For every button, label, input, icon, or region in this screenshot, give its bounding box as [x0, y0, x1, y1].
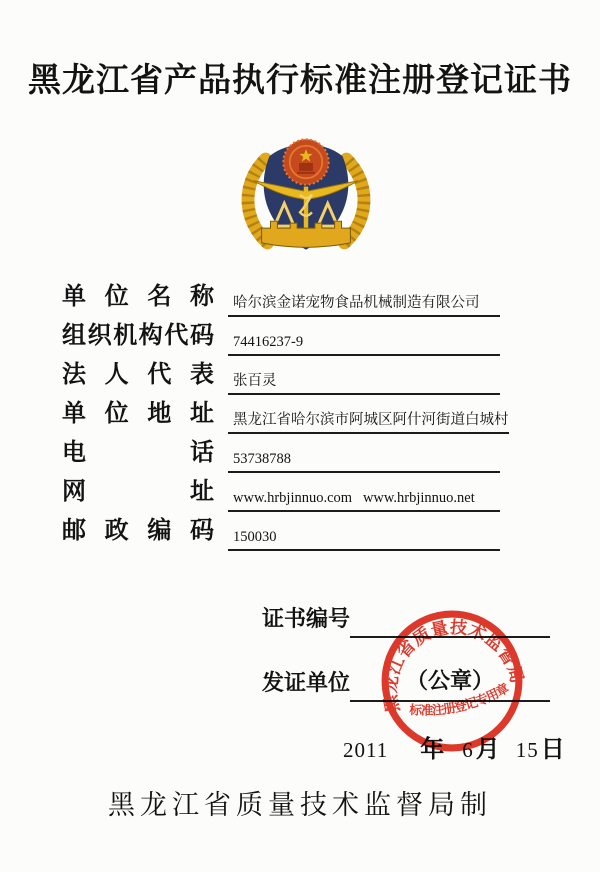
field-row-phone [62, 434, 500, 473]
unit-name-value: 哈尔滨金诺宠物食品机械制造有限公司 [228, 294, 500, 317]
field-row-legal-rep [62, 356, 500, 395]
field-row-unit-address [62, 395, 509, 434]
date-month: 6 [462, 738, 474, 762]
legal-rep-value: 张百灵 [228, 372, 500, 395]
field-row-org-code [62, 317, 500, 356]
issuer-row [262, 662, 550, 702]
cert-number-label: 证书编号 [262, 606, 351, 631]
unit-address-value: 黑龙江省哈尔滨市阿城区阿什河街道白城村 [228, 411, 509, 434]
issue-section [262, 599, 550, 702]
org-code-value: 74416237-9 [228, 333, 500, 356]
phone-label: 电话 [62, 440, 214, 466]
field-row-unit-name [62, 278, 500, 317]
org-code-label: 组织机构代码 [62, 323, 214, 349]
unit-name-label: 单位名称 [62, 284, 214, 310]
seal-ring-text: 黑龙江省质量技术监督局 [380, 617, 527, 715]
issue-date [343, 729, 565, 764]
field-row-website [62, 473, 500, 512]
date-month-unit: 月 [475, 737, 500, 763]
page-title: 黑龙江省产品执行标准注册登记证书 [28, 63, 572, 99]
postal-code-value: 150030 [228, 528, 500, 551]
issuer-label: 发证单位 [262, 670, 351, 695]
form-fields [62, 278, 509, 551]
legal-rep-label: 法人代表 [62, 362, 214, 388]
website-value: www.hrbjinnuo.com www.hrbjinnuo.net [228, 489, 500, 512]
phone-value: 53738788 [228, 450, 500, 473]
postal-code-label: 邮政编码 [62, 518, 214, 544]
website-label: 网址 [62, 479, 214, 505]
official-seal-placeholder-text: （公章） [406, 668, 495, 693]
unit-address-label: 单位地址 [62, 401, 214, 427]
issuer-value-box [350, 670, 550, 702]
issuing-authority-footer: 黑龙江省质量技术监督局制 [108, 790, 492, 820]
date-day: 15 [515, 738, 539, 762]
seal-bottom-text: 标准注册登记专用章 [408, 680, 512, 718]
field-row-postal-code [62, 512, 500, 551]
date-day-unit: 日 [540, 737, 565, 763]
date-year: 2011 [343, 738, 389, 762]
quality-supervision-emblem-icon [232, 132, 380, 264]
date-year-unit: 年 [420, 737, 445, 763]
cert-number-value [350, 626, 550, 638]
cert-number-row [262, 599, 550, 638]
